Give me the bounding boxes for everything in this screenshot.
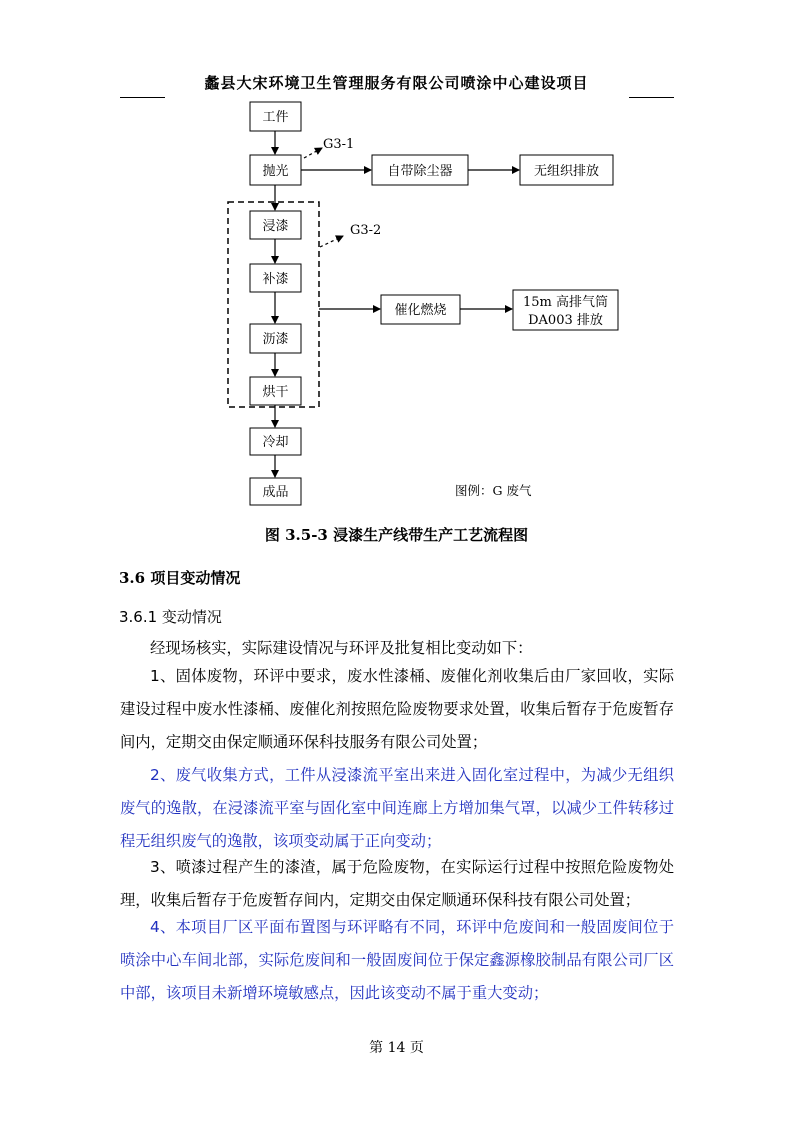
- paragraph-item-2: 2、废气收集方式，工件从浸漆流平室出来进入固化室过程中，为减少无组织废气的逸散，在浸漆流平室与固化室中间连廊上方增加集气罩，以减少工件转移过程无组织废气的逸散，该项变动属于正向变动；: [120, 766, 674, 850]
- node-stack-label-line1: 15m 高排气筒: [522, 295, 609, 310]
- section-heading: 3.6 项目变动情况: [119, 569, 241, 587]
- header-title: 蠡县大宋环境卫生管理服务有限公司喷涂中心建设项目: [204, 74, 589, 92]
- arrow-gas-g3-2: [320, 236, 343, 247]
- gas-label-g3-2: G3-2: [350, 223, 382, 238]
- subsection-heading: 3.6.1 变动情况: [119, 608, 222, 626]
- paragraph-intro: 经现场核实，实际建设情况与环评及批复相比变动如下：: [150, 639, 533, 657]
- paragraph-item-3: 3、喷漆过程产生的漆渣，属于危险废物，在实际运行过程中按照危险废物处理，收集后暂存于危废暂存间内，定期交由保定顺通环保科技有限公司处置；: [120, 858, 674, 909]
- arrow-gas-g3-1: [304, 148, 322, 158]
- page-number: 第 14 页: [369, 1040, 424, 1056]
- node-polish-label: 抛光: [262, 164, 289, 179]
- node-dry-label: 烘干: [262, 385, 289, 400]
- node-cool-label: 冷却: [262, 435, 289, 450]
- paragraph-item-1: 1、固体废物，环评中要求，废水性漆桶、废催化剂收集后由厂家回收，实际建设过程中废水性漆桶、废催化剂按照危险废物要求处置，收集后暂存于危废暂存间内，定期交由保定顺通环保科技服务有限公司处置；: [120, 667, 674, 751]
- node-touch-up-label: 补漆: [262, 272, 289, 287]
- node-unorganized-emission-label: 无组织排放: [533, 164, 600, 179]
- figure-caption: 图 3.5-3 浸漆生产线带生产工艺流程图: [264, 526, 529, 544]
- node-dip-paint-label: 浸漆: [262, 219, 289, 234]
- node-drain-paint-label: 沥漆: [262, 332, 289, 347]
- process-flowchart: [0, 0, 793, 520]
- node-dust-collector-label: 自带除尘器: [387, 164, 453, 179]
- node-product-label: 成品: [262, 485, 289, 500]
- gas-label-g3-1: G3-1: [323, 137, 355, 152]
- node-stack-label-line2: DA003 排放: [528, 313, 603, 328]
- node-workpiece-label: 工件: [262, 110, 289, 125]
- node-catalytic-combustion-label: 催化燃烧: [394, 303, 447, 318]
- legend-label: 图例：G 废气: [455, 483, 532, 498]
- paragraph-item-4: 4、本项目厂区平面布置图与环评略有不同，环评中危废间和一般固废间位于喷涂中心车间北部，实际危废间和一般固废间位于保定鑫源橡胶制品有限公司厂区中部，该项目未新增环境敏感点，因此该变动不属于重大变动；: [120, 918, 674, 1002]
